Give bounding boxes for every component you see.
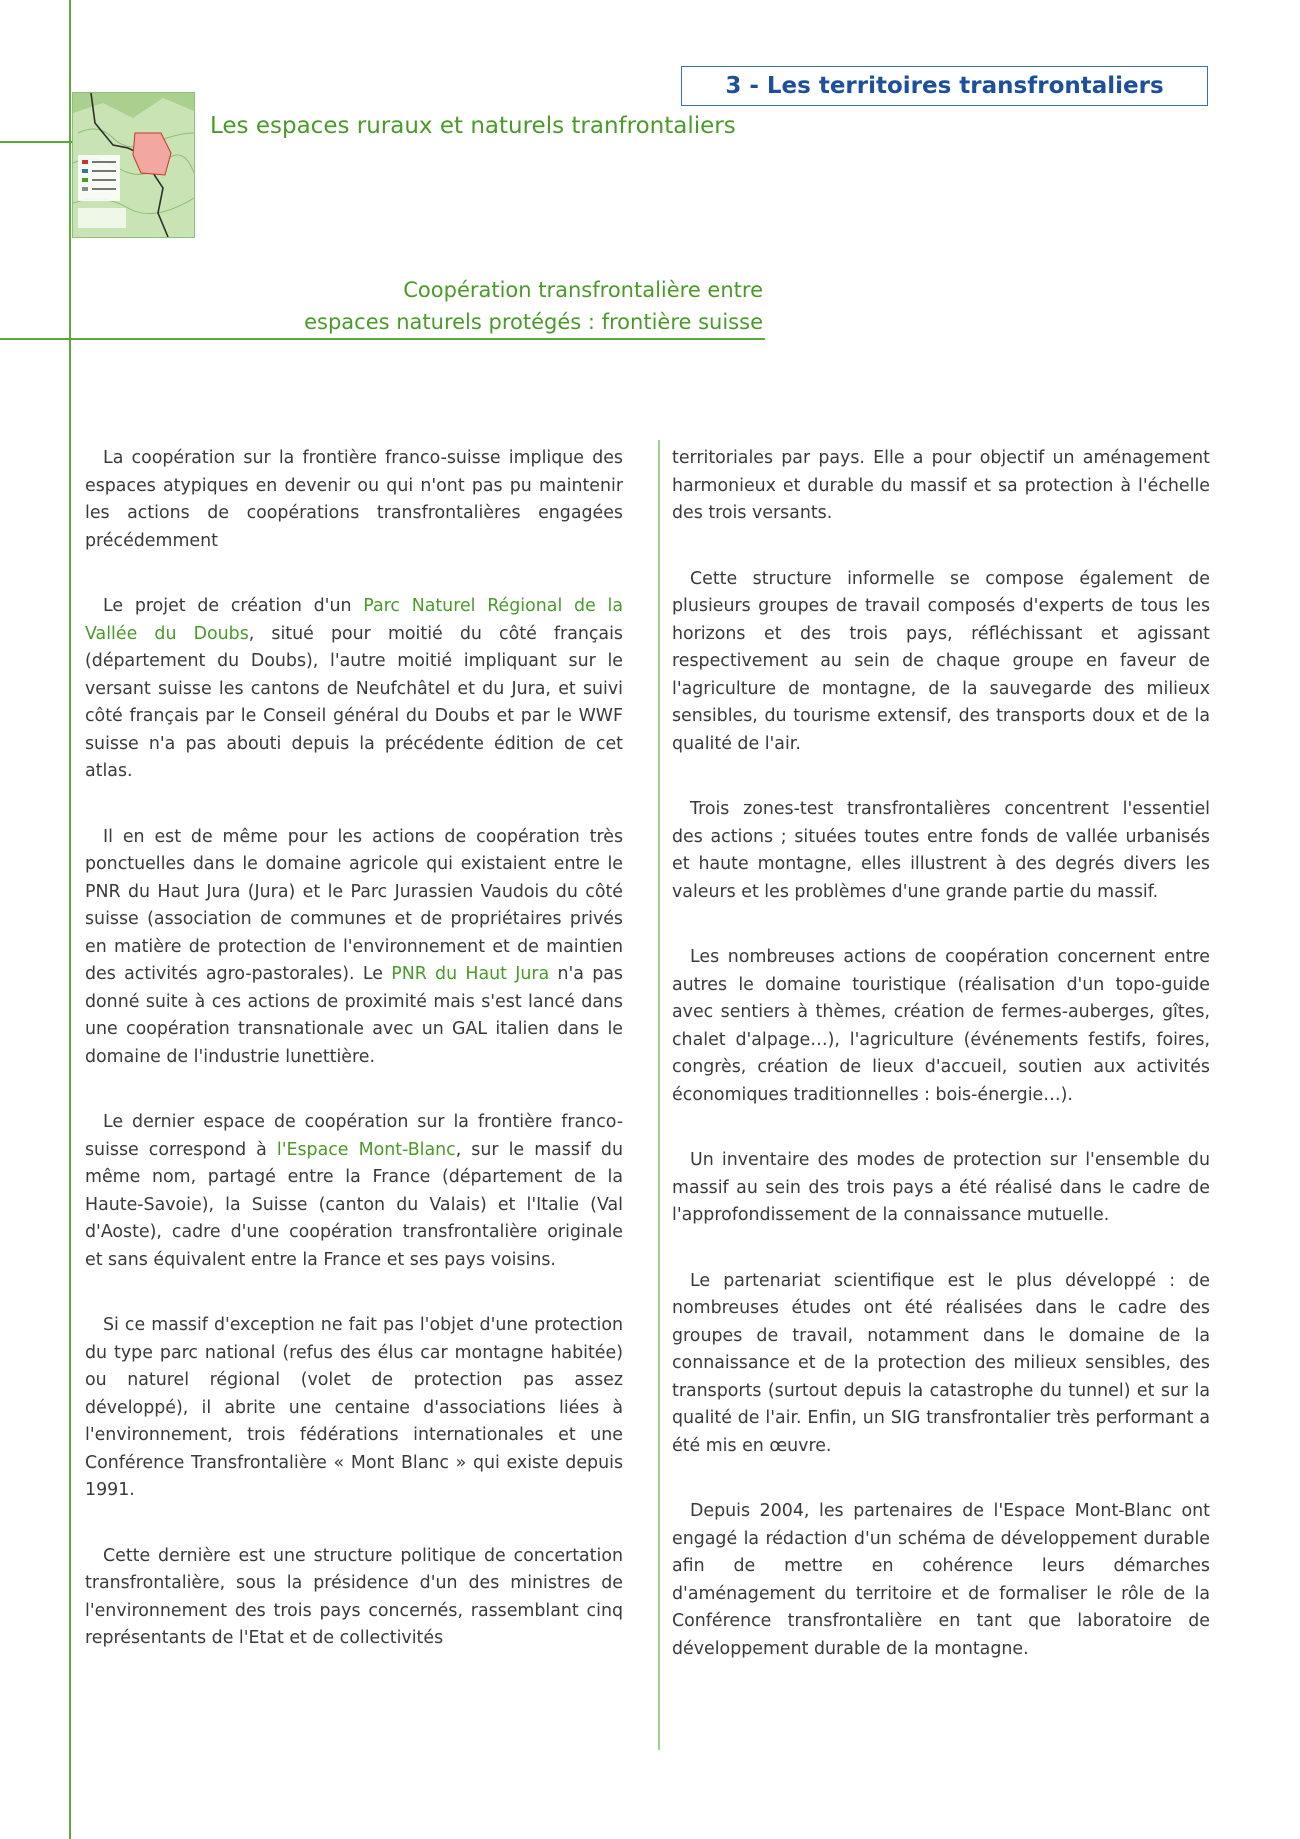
paragraph <box>85 824 623 1072</box>
paragraph: Un inventaire des modes de protection sur l'ensemble du massif au sein des trois pays a été réalisé dans le cadre de l'approfondissement de la connaissance mutuelle. <box>672 1150 1210 1225</box>
paragraph: Le partenariat scientifique est le plus développé : de nombreuses études ont été réalisées dans le cadre des groupes de travail, notamment dans le domaine de la connaissance et de la protection des milieux sensibles, des transports (surtout depuis la catastrophe du tunnel) et sur la qualité de l'air. Enfin, un SIG transfrontalier très performant a été mis en œuvre. <box>672 1270 1210 1456</box>
text-run: , sur le massif du même nom, partagé entre la France (département de la Haute-Savoie), la Suisse (canton du Valais) et l'Italie (Val d'Aoste), cadre d'une coopération transfrontalière originale et sans équivalent entre la France et ses pays voisins. <box>85 1139 623 1270</box>
paragraph: La coopération sur la frontière franco-suisse implique des espaces atypiques en devenir ou qui n'ont pas pu maintenir les actions de coopérations transfrontalières engagées précédemment <box>85 448 623 551</box>
left-margin-rule <box>69 0 71 1839</box>
text-run: n'a pas donné suite à ces actions de proximité mais s'est lancé dans une coopération transnationale avec un GAL italien dans le domaine de l'industrie lunettière. <box>85 964 623 1067</box>
map-thumbnail-icon <box>72 92 195 238</box>
subtitle-rule <box>0 338 765 340</box>
text-run: , situé pour moitié du côté français (département du Doubs), l'autre moitié impliquant sur le versant suisse les cantons de Neufchâtel et du Jura, et suivi côté français par le Conseil général du Doubs et par le WWF suisse n'a pas abouti depuis la précédente édition de cet atlas. <box>85 623 623 781</box>
highlight-pnr-haut-jura: PNR du Haut Jura <box>391 964 550 984</box>
highlight-parc-doubs: Parc Naturel Régional de la Vallée du Doubs <box>85 596 624 644</box>
paragraph <box>85 593 623 786</box>
paragraph: Cette structure informelle se compose également de plusieurs groupes de travail composés d'experts de tous les horizons et des trois pays, réfléchissant et agissant respectivement au sein de chaque groupe en faveur de l'agriculture de montagne, de la sauvegarde des milieux sensibles, du tourisme extensif, des transports doux et de la qualité de l'air. <box>672 568 1210 754</box>
paragraph: Les nombreuses actions de coopération concernent entre autres le domaine touristique (réalisation d'un topo-guide avec sentiers à thèmes, création de fermes-auberges, gîtes, chalet d'alpage…), l'agriculture (événements festifs, foires, congrès, création de lieux d'accueil, soutien aux activités économiques traditionnelles : bois-énergie…). <box>672 947 1210 1105</box>
text-run: Le dernier espace de coopération sur la frontière franco-suisse correspond à <box>85 1112 623 1160</box>
paragraph <box>85 1109 623 1274</box>
paragraph: territoriales par pays. Elle a pour objectif un aménagement harmonieux et durable du massif et sa protection à l'échelle des trois versants. <box>672 448 1210 523</box>
highlight-espace-mont-blanc: l'Espace Mont-Blanc <box>276 1139 456 1160</box>
paragraph: Depuis 2004, les partenaires de l'Espace Mont-Blanc ont engagé la rédaction d'un schéma de développement durable afin de mettre en cohérence leurs démarches d'aménagement du territoire et de formaliser le rôle de la Conférence transfrontalière en tant que laboratoire de développement durable de la montagne. <box>672 1501 1210 1659</box>
left-column <box>85 445 623 1691</box>
paragraph: Cette dernière est une structure politique de concertation transfrontalière, sous la présidence d'un des ministres de l'environnement des trois pays concernés, rassemblant cinq représentants de l'Etat et de collectivités <box>85 1545 623 1648</box>
column-divider <box>658 440 660 1750</box>
text-run: Il en est de même pour les actions de coopération très ponctuelles dans le domaine agricole qui existaient entre le PNR du Haut Jura (Jura) et le Parc Jurassien Vaudois du côté suisse (association de communes et de propriétaires privés en matière de protection de l'environnement et de maintien des activités agro-pastorales). Le <box>85 826 623 984</box>
right-column <box>672 445 1210 1701</box>
subtitle-line-2: espaces naturels protégés : frontière suisse <box>304 310 763 334</box>
paragraph: Si ce massif d'exception ne fait pas l'objet d'une protection du type parc national (refus des élus car montagne habitée) ou naturel régional (volet de protection pas assez développé), il abrite une centaine d'associations liées à l'environnement, trois fédérations internationales et une Conférence Transfrontalière « Mont Blanc » qui existe depuis 1991. <box>85 1315 623 1500</box>
subtitle <box>304 274 763 338</box>
text-run: Le projet de création d'un <box>103 596 364 616</box>
paragraph: Trois zones-test transfrontalières concentrent l'essentiel des actions ; situées toutes entre fonds de vallée urbanisés et haute montagne, elles illustrent à des degrés divers les valeurs et les problèmes d'une grande partie du massif. <box>672 799 1210 902</box>
subtitle-line-1: Coopération transfrontalière entre <box>403 278 763 302</box>
section-title: 3 - Les territoires transfrontaliers <box>681 66 1208 106</box>
page-title: Les espaces ruraux et naturels tranfrontaliers <box>210 113 736 139</box>
